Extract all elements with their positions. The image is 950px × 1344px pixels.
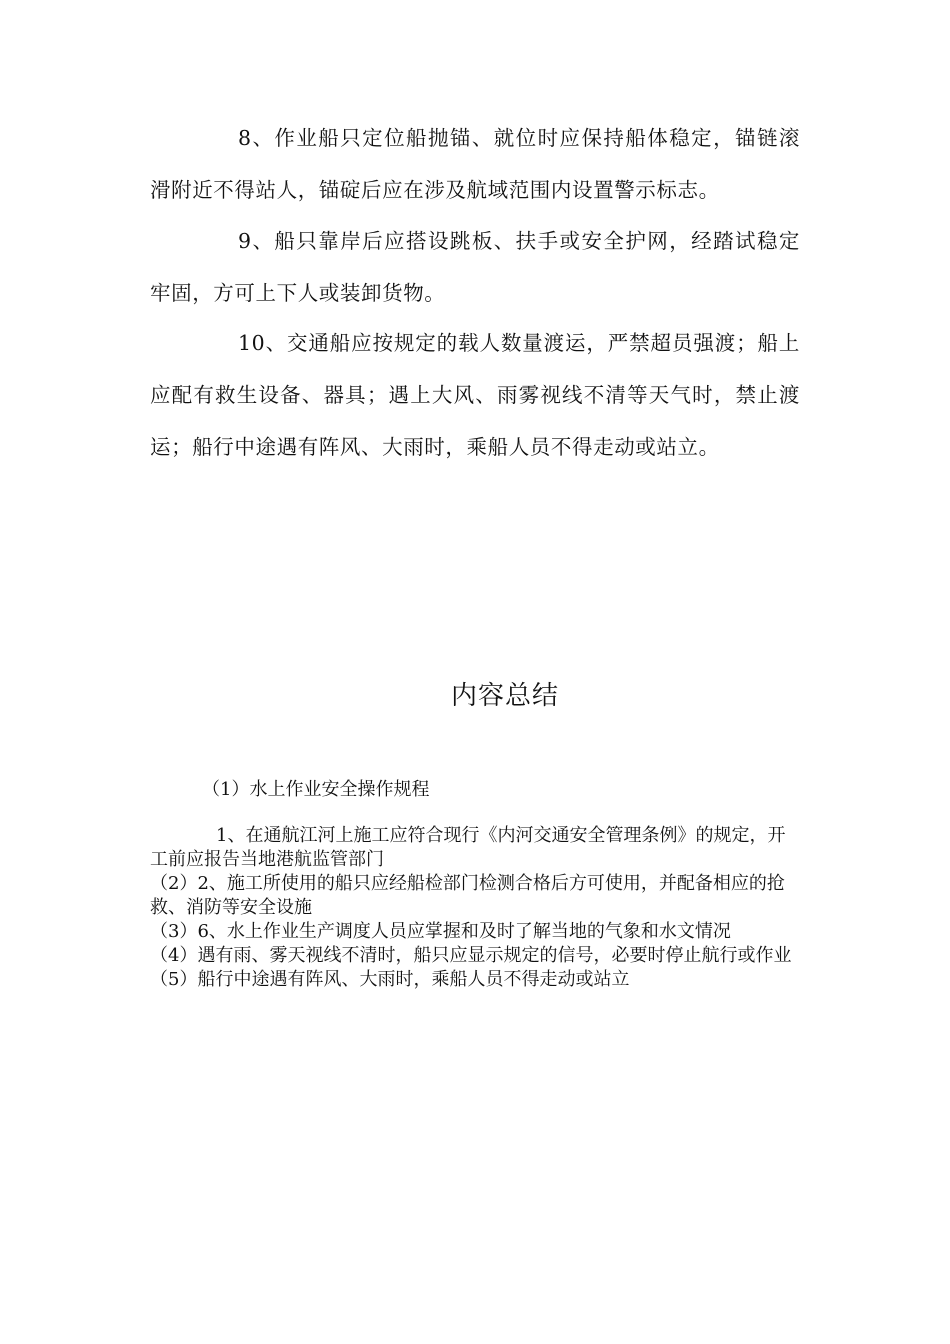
summary-item-4: （4）遇有雨、雾天视线不清时，船只应显示规定的信号，必要时停止航行或作业 — [150, 945, 792, 966]
body-paragraph-8: 8、作业船只定位船抛锚、就位时应保持船体稳定，锚链滚滑附近不得站人，锚碇后应在涉及航域范围内设置警示标志。 — [150, 126, 800, 202]
summary-item-2: （2）2、施工所使用的船只应经船检部门检测合格后方可使用，并配备相应的抢救、消防等安全设施 — [150, 873, 785, 918]
summary-title: 内容总结 — [450, 681, 559, 711]
summary-item-5: （5）船行中途遇有阵风、大雨时，乘船人员不得走动或站立 — [150, 969, 630, 990]
summary-item-3: （3）6、水上作业生产调度人员应掌握和及时了解当地的气象和水文情况 — [150, 921, 731, 942]
body-paragraph-9: 9、船只靠岸后应搭设跳板、扶手或安全护网，经踏试稳定牢固，方可上下人或装卸货物。 — [150, 229, 800, 305]
body-paragraph-10: 10、交通船应按规定的载人数量渡运，严禁超员强渡；船上应配有救生设备、器具；遇上大风、雨雾视线不清等天气时，禁止渡运；船行中途遇有阵风、大雨时，乘船人员不得走动或站立。 — [150, 331, 800, 459]
summary-heading: （1）水上作业安全操作规程 — [202, 779, 430, 800]
summary-list — [150, 824, 800, 992]
summary-item-1: 1、在通航江河上施工应符合现行《内河交通安全管理条例》的规定，开工前应报告当地港航监管部门 — [150, 825, 786, 870]
